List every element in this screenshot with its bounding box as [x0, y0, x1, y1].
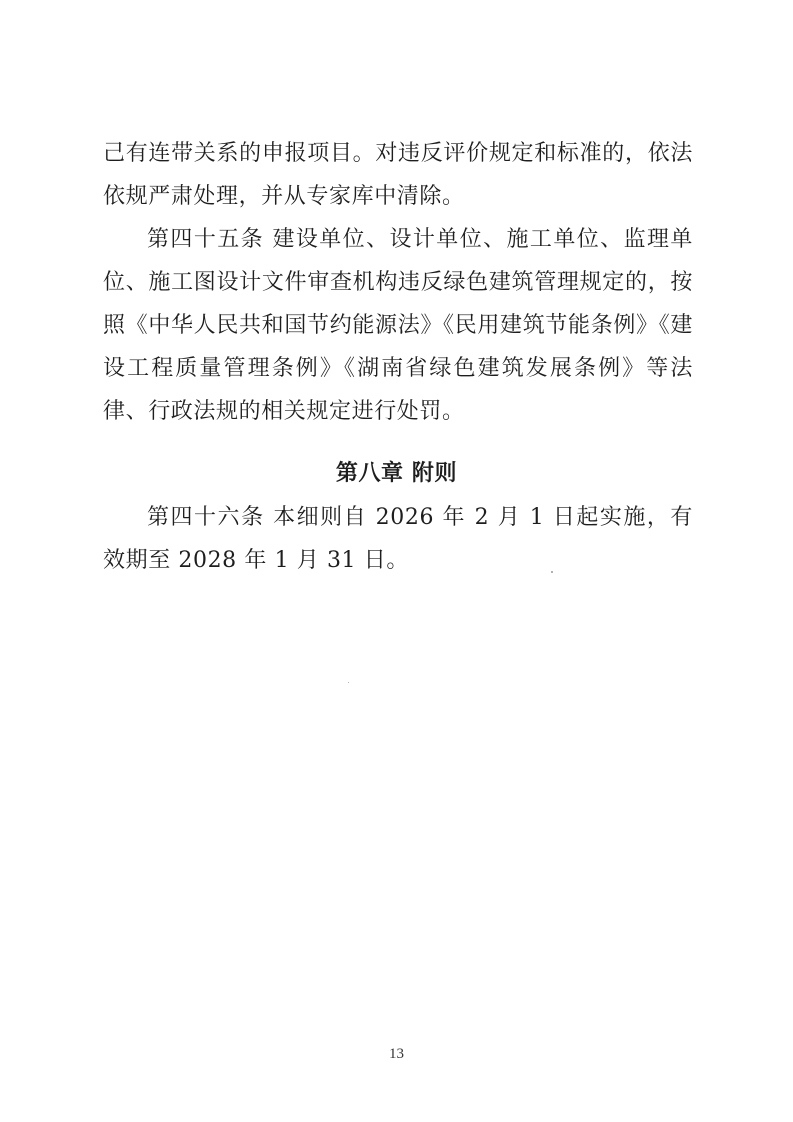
chapter-heading: 第八章 附则	[335, 461, 458, 486]
article-46-paragraph: 第四十六条 本细则自 2026 年 2 月 1 日起实施，有效期至 2028 年 1 月 31 日。	[103, 505, 693, 573]
page-number: 13	[389, 1046, 404, 1062]
scan-speck	[551, 571, 553, 573]
paragraph-continuation: 己有连带关系的申报项目。对违反评价规定和标准的，依法依规严肃处理，并从专家库中清除。	[103, 141, 693, 209]
scan-speck	[348, 682, 349, 683]
article-45-paragraph: 第四十五条 建设单位、设计单位、施工单位、监理单位、施工图设计文件审查机构违反绿色建筑管理规定的，按照《中华人民共和国节约能源法》《民用建筑节能条例》《建设工程质量管理条例》《湖南省绿色建筑发展条例》等法律、行政法规的相关规定进行处罚。	[103, 227, 693, 424]
